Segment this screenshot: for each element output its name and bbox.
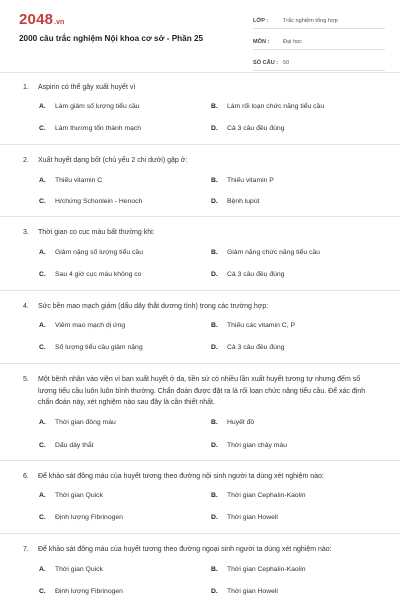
option-c[interactable]: C. Định lượng Fibrinogen <box>39 588 123 595</box>
question-text: 2. Xuất huyết dạng bốt (chủ yếu 2 chi dưới) gặp ở: <box>23 155 378 167</box>
question-number: 2. <box>23 157 29 164</box>
option-c[interactable]: C. Dấu dây thắt <box>39 442 94 449</box>
logo-text: 2048 <box>19 11 54 28</box>
option-d[interactable]: D. Thời gian Howell <box>211 514 278 521</box>
option-a[interactable]: A. Viêm mao mạch dị ứng <box>39 322 126 329</box>
option-b[interactable]: B. Làm rối loạn chức năng tiểu cầu <box>211 103 325 110</box>
question-list <box>0 72 400 600</box>
question-number: 5. <box>23 376 29 383</box>
option-b[interactable]: B. Huyết đồ <box>211 419 255 426</box>
question-number: 1. <box>23 84 29 91</box>
option-b[interactable]: B. Thiếu các vitamin C, P <box>211 322 295 329</box>
question-number: 4. <box>23 303 29 310</box>
question-item <box>0 291 400 364</box>
document-title: 2000 câu trắc nghiệm Nội khoa cơ sở - Phần 25 <box>19 34 204 43</box>
question-text: 4. Sức bền mao mạch giảm (dấu dây thắt dương tính) trong các trường hợp: <box>23 301 378 313</box>
question-number: 7. <box>23 546 29 553</box>
meta-value: Trắc nghiệm tổng hợp <box>283 18 338 24</box>
option-b[interactable]: B. Thời gian Cephalin-Kaolin <box>211 566 306 573</box>
question-text: 5. Một bệnh nhân vào viện vì ban xuất huyết ở da, tiền sử có nhiều lần xuất huyết tương tự nhưng đếm số lượng tiểu cầu luôn luôn bình thường. Chẩn đoán được đặt ra là rối loạn chức năng tiểu cầu. Để xác định chẩn đoán này, xét nghiệm nào sau đây là cần thiết nhất. <box>23 376 366 407</box>
question-item <box>0 217 400 291</box>
option-b[interactable]: B. Giảm nặng chức năng tiểu cầu <box>211 249 320 256</box>
option-d[interactable]: D. Thời gian Howell <box>211 588 278 595</box>
option-c[interactable]: C. Sau 4 giờ cục máu không co <box>39 271 142 278</box>
option-c[interactable]: C. Định lượng Fibrinogen <box>39 514 123 521</box>
question-number: 3. <box>23 229 29 236</box>
question-text: 3. Thời gian co cục máu bất thường khi: <box>23 227 378 239</box>
meta-label: SỐ CÂU : <box>253 60 279 66</box>
meta-value: Đại học <box>283 39 302 45</box>
question-text: 6. Để khảo sát đông máu của huyết tương theo đường nội sinh người ta dùng xét nghiệm nào: <box>23 471 378 483</box>
question-item <box>0 72 400 145</box>
question-text: 7. Để khảo sát đông máu của huyết tương theo đường ngoại sinh người ta dùng xét nghiệm nào: <box>23 544 378 556</box>
logo-suffix: .vn <box>54 19 65 26</box>
meta-row-count <box>253 56 385 71</box>
option-d[interactable]: D. Cả 3 câu đều đúng <box>211 125 285 132</box>
option-d[interactable]: D. Thời gian chảy máu <box>211 442 287 449</box>
meta-label: LỚP : <box>253 18 269 24</box>
option-b[interactable]: B. Thiếu vitamin P <box>211 177 274 184</box>
option-a[interactable]: A. Thời gian Quick <box>39 492 103 499</box>
question-item <box>0 145 400 217</box>
option-c[interactable]: C. H/chứng Schonlein - Henoch <box>39 198 143 205</box>
option-a[interactable]: A. Giảm nặng số lượng tiểu cầu <box>39 249 143 256</box>
meta-value: 50 <box>283 60 290 66</box>
option-b[interactable]: B. Thời gian Cephalin-Kaolin <box>211 492 306 499</box>
meta-row-subject <box>253 35 385 50</box>
question-item <box>0 364 400 461</box>
option-c[interactable]: C. Làm thương tổn thành mạch <box>39 125 142 132</box>
question-number: 6. <box>23 473 29 480</box>
option-d[interactable]: D. Cả 3 câu đều đúng <box>211 271 285 278</box>
question-item <box>0 461 400 534</box>
option-c[interactable]: C. Số lượng tiểu cầu giảm nặng <box>39 344 143 351</box>
site-logo[interactable] <box>19 11 64 28</box>
document-meta <box>253 14 385 77</box>
option-a[interactable]: A. Thiếu vitamin C <box>39 177 103 184</box>
option-d[interactable]: D. Cả 3 câu đều đúng <box>211 344 285 351</box>
option-a[interactable]: A. Thời gian Quick <box>39 566 103 573</box>
header <box>0 0 400 73</box>
meta-row-class <box>253 14 385 29</box>
question-item <box>0 534 400 600</box>
question-text: 1. Aspirin có thể gây xuất huyết vì <box>23 82 378 94</box>
option-a[interactable]: A. Thời gian đông máu <box>39 419 116 426</box>
option-a[interactable]: A. Làm giảm số lượng tiểu cầu <box>39 103 140 110</box>
option-d[interactable]: D. Bệnh lupút <box>211 198 260 205</box>
meta-label: MÔN : <box>253 39 270 45</box>
